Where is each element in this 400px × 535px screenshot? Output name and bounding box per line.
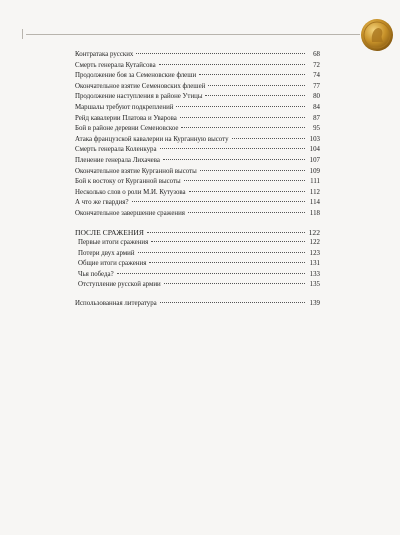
toc-dot-leader — [199, 74, 305, 75]
toc-entry-page: 114 — [309, 199, 320, 207]
toc-dot-leader — [160, 302, 305, 303]
toc-entry-page: 68 — [313, 51, 320, 58]
toc-dot-leader — [149, 262, 305, 263]
toc-entry-page: 74 — [313, 72, 320, 80]
toc-entry[interactable] — [75, 145, 320, 156]
toc-entry-label: Первые итоги сражения — [78, 239, 149, 247]
toc-entry-label: Атака французской кавалерии на Курганную высоту — [75, 135, 229, 143]
toc-entry-label: Смерть генерала Кутайсова — [75, 61, 156, 69]
toc-dot-leader — [159, 64, 305, 65]
toc-dot-leader — [132, 201, 305, 202]
toc-entry-page: 87 — [313, 114, 320, 122]
toc-entry-label: Окончательное взятие Курганной высоты — [75, 167, 197, 175]
toc-dot-leader — [151, 241, 305, 242]
toc-dot-leader — [180, 117, 305, 118]
toc-dot-leader — [176, 106, 305, 107]
toc-entry-label: Маршалы требуют подкреплений — [75, 103, 174, 111]
toc-entry[interactable] — [75, 114, 320, 125]
toc-dot-leader — [136, 53, 305, 54]
toc-entry-label: Общие итоги сражения — [78, 260, 147, 268]
toc-entry[interactable] — [75, 259, 320, 270]
gold-medal-icon — [360, 18, 394, 52]
toc-entry[interactable] — [75, 209, 320, 220]
toc-entry[interactable] — [75, 103, 320, 114]
toc-entry-label: Продолжение наступления в районе Утицы — [75, 93, 203, 101]
toc-section-page: 122 — [308, 227, 320, 237]
toc-entry-label: Несколько слов о роли М.И. Кутузова — [75, 188, 186, 196]
toc-entry-label: Окончательное завершение сражения — [75, 209, 185, 217]
toc-entry-page: 103 — [309, 135, 320, 143]
toc-entry-page: 107 — [309, 156, 320, 164]
toc-dot-leader — [147, 232, 305, 233]
header-rule — [26, 34, 360, 35]
toc-entry-page: 131 — [309, 260, 320, 268]
toc-entry[interactable] — [75, 249, 320, 260]
toc-entry-page: 135 — [309, 281, 320, 289]
toc-entry[interactable] — [75, 198, 320, 209]
toc-entry-label: Контратака русских — [75, 51, 134, 58]
toc-dot-leader — [232, 138, 305, 139]
toc-dot-leader — [184, 180, 305, 181]
toc-entry[interactable] — [75, 156, 320, 167]
toc-entry-label: Отступление русской армии — [78, 281, 161, 289]
toc-entry[interactable] — [75, 167, 320, 178]
toc-entry-label: Пленение генерала Лихачева — [75, 156, 160, 164]
toc-part-battle — [75, 50, 320, 220]
toc-entry-page: 104 — [309, 146, 320, 154]
toc-entry[interactable] — [75, 82, 320, 93]
toc-section-label: ПОСЛЕ СРАЖЕНИЯ — [75, 227, 144, 237]
toc-entry-page: 84 — [313, 103, 320, 111]
toc-entry[interactable] — [75, 188, 320, 199]
toc-dot-leader — [164, 283, 305, 284]
toc-entry-label: Окончательное взятие Семеновских флешей — [75, 82, 206, 90]
toc-section-row[interactable] — [75, 228, 320, 239]
toc-dot-leader — [163, 159, 305, 160]
toc-entry-page: 118 — [309, 209, 320, 217]
toc-entry-label: Бой к востоку от Курганной высоты — [75, 178, 181, 186]
table-of-contents — [75, 50, 320, 310]
toc-entry[interactable] — [75, 92, 320, 103]
toc-entry[interactable] — [75, 124, 320, 135]
toc-entry[interactable] — [75, 238, 320, 249]
toc-entry[interactable] — [75, 135, 320, 146]
toc-entry-page: 112 — [309, 188, 320, 196]
toc-dot-leader — [188, 212, 305, 213]
toc-entry[interactable] — [75, 270, 320, 281]
toc-entry-page: 111 — [310, 178, 320, 186]
toc-dot-leader — [208, 85, 305, 86]
toc-entry-label: Рейд кавалерии Платова и Уварова — [75, 114, 177, 122]
toc-entry-page: 77 — [313, 82, 320, 90]
toc-references-page: 139 — [309, 300, 320, 308]
toc-references-label: Использованная литература — [75, 300, 157, 308]
toc-entry-page: 80 — [313, 93, 320, 101]
toc-entry[interactable] — [75, 177, 320, 188]
toc-dot-leader — [160, 148, 305, 149]
toc-entry[interactable] — [75, 50, 320, 61]
toc-dot-leader — [189, 191, 305, 192]
toc-entry-label: Продолжение боя за Семеновские флеши — [75, 72, 197, 80]
toc-entry-label: Смерть генерала Коленкура — [75, 146, 157, 154]
toc-entry[interactable] — [75, 61, 320, 72]
toc-entry-page: 123 — [309, 249, 320, 257]
toc-entry[interactable] — [75, 71, 320, 82]
toc-dot-leader — [117, 273, 305, 274]
toc-dot-leader — [138, 252, 305, 253]
toc-entry-page: 95 — [313, 125, 320, 133]
toc-dot-leader — [200, 170, 305, 171]
toc-entry-label: Бой в районе деревни Семеновское — [75, 125, 179, 133]
toc-entry-page: 133 — [309, 270, 320, 278]
toc-entry-label: Чья победа? — [78, 270, 114, 278]
toc-entry-page: 72 — [313, 61, 320, 69]
toc-dot-leader — [181, 127, 305, 128]
toc-entry-page: 109 — [309, 167, 320, 175]
toc-dot-leader — [205, 95, 305, 96]
toc-entry-label: Потери двух армий — [78, 249, 135, 257]
toc-part-after — [75, 238, 320, 291]
toc-entry-page: 122 — [309, 239, 320, 247]
toc-references-row[interactable] — [75, 299, 320, 310]
toc-entry-label: А что же гвардия? — [75, 199, 129, 207]
toc-entry[interactable] — [75, 280, 320, 291]
